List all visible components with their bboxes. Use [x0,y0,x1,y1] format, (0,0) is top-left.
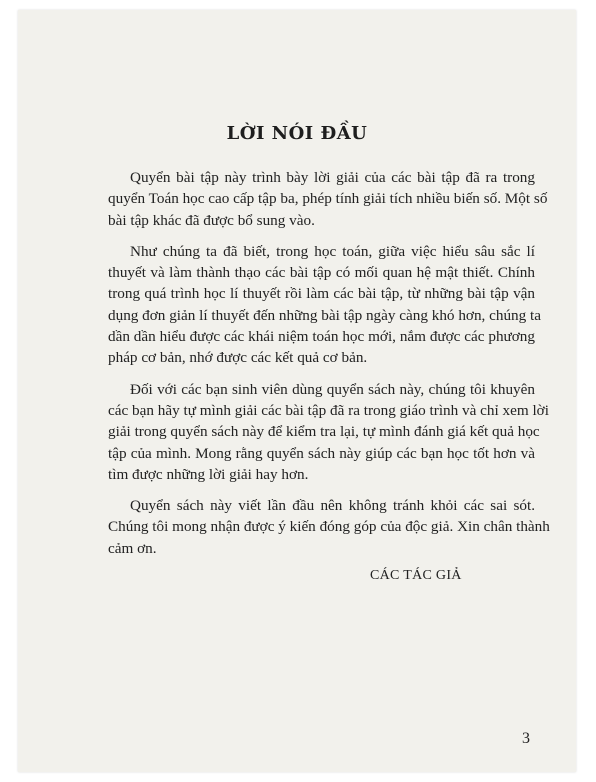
text-line: Quyển bài tập này trình bày lời giải của các bài tập đã ra trong [130,169,535,186]
paragraph-1 [108,167,548,231]
text-line: Chúng tôi mong nhận được ý kiến đóng góp của độc giả. Xin chân thành [108,518,550,536]
paragraph-4 [108,495,550,559]
text-line: Quyển sách này viết lần đầu nên không tránh khỏi các sai sót. [130,497,535,515]
book-page [18,10,576,772]
text-line: pháp cơ bản, nhớ được các kết quả cơ bản. [108,349,368,367]
text-line: trong quá trình học lí thuyết rồi làm các bài tập, từ những bài tập vận [108,285,535,303]
text-line: cảm ơn. [108,539,157,557]
preface-body [108,167,550,569]
text-line: dần dần hiểu được các khái niệm toán học mới, nắm được các phương [108,328,535,346]
page-number: 3 [522,730,530,747]
page-title: LỜI NÓI ĐẦU [226,123,368,144]
text-line: giải trong quyển sách này để kiểm tra lại, tự mình đánh giá kết quả học [108,423,540,441]
text-line: các bạn hãy tự mình giải các bài tập đã ra trong giáo trình và chỉ xem lời [108,401,549,419]
text-line: quyển Toán học cao cấp tập ba, phép tính giải tích nhiều biến số. Một số [108,190,548,208]
text-line: tập của mình. Mong rằng quyển sách này giúp các bạn học tốt hơn và [108,444,535,462]
author-signature: CÁC TÁC GIẢ [370,568,462,583]
text-line: Như chúng ta đã biết, trong học toán, giữa việc hiểu sâu sắc lí [130,242,535,260]
paragraph-2 [108,241,542,369]
text-line: thuyết và làm thành thạo các bài tập có mối quan hệ mật thiết. Chính [108,264,535,282]
text-line: dụng đơn giản lí thuyết đến những bài tập ngày càng khó hơn, chúng ta [108,306,542,324]
text-line: Đối với các bạn sinh viên dùng quyển sách này, chúng tôi khuyên [130,380,535,398]
text-line: bài tập khác đã được bổ sung vào. [108,211,315,229]
text-line: tìm được những lời giải hay hơn. [108,465,309,483]
paragraph-3 [108,379,549,485]
